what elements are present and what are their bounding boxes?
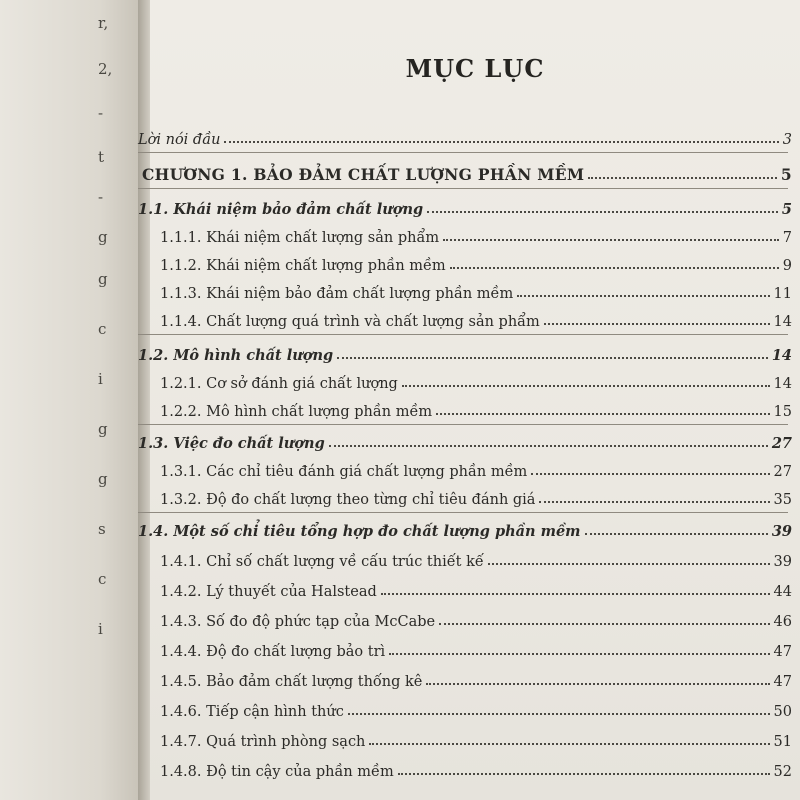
left-page-fragment: s <box>98 520 106 538</box>
toc-entry-1-4-2[interactable] <box>160 578 792 600</box>
dot-leader <box>337 357 768 359</box>
toc-entry-page: 50 <box>773 704 792 720</box>
toc-entry-1-4-7[interactable] <box>160 728 792 750</box>
page-title: MỤC LỤC <box>405 54 545 83</box>
toc-entry-label: 1.4. Một số chỉ tiêu tổng hợp đo chất lượng phần mềm <box>138 523 581 540</box>
toc-entry-label: 1.4.7. Quá trình phòng sạch <box>160 734 366 750</box>
toc-entry-page: 7 <box>782 230 792 246</box>
toc-entry-page: 5 <box>781 201 792 218</box>
toc-entry-page: 39 <box>771 523 792 540</box>
toc-entry-label: 1.2. Mô hình chất lượng <box>138 347 334 364</box>
toc-entry-page: 14 <box>773 314 792 330</box>
toc-entry-1-3[interactable] <box>138 430 792 452</box>
left-page-fragment: c <box>98 570 107 588</box>
dot-leader <box>588 177 777 179</box>
toc-entry-page: 47 <box>773 674 792 690</box>
toc-entry-label: 1.3. Việc đo chất lượng <box>138 435 325 452</box>
toc-entry-label: 1.4.4. Độ đo chất lượng bảo trì <box>160 644 386 660</box>
dot-leader <box>443 239 779 241</box>
left-page-fragment: g <box>98 270 108 288</box>
left-page-fragment: c <box>98 320 107 338</box>
toc-entry-page: 44 <box>773 584 792 600</box>
dot-leader <box>369 743 769 745</box>
toc-entry-label: 1.1.1. Khái niệm chất lượng sản phẩm <box>160 230 440 246</box>
left-page-fragment: i <box>98 620 103 638</box>
toc-entry-1-3-1[interactable] <box>160 458 792 480</box>
dot-leader <box>329 445 768 447</box>
toc-entry-1-4-5[interactable] <box>160 668 792 690</box>
left-page-fragment: g <box>98 470 108 488</box>
toc-entry-label: 1.4.2. Lý thuyết của Halstead <box>160 584 377 600</box>
toc-entry-chapter-1[interactable] <box>142 162 792 184</box>
section-divider <box>138 152 788 153</box>
left-page-fragment: - <box>98 104 104 122</box>
left-page-fragment: g <box>98 420 108 438</box>
dot-leader <box>348 713 770 715</box>
left-page-fragment: t <box>98 148 105 166</box>
toc-entry-page: 14 <box>771 347 792 364</box>
toc-entry-page: 15 <box>773 404 792 420</box>
dot-leader <box>426 683 769 685</box>
toc-entry-1-2-2[interactable] <box>160 398 792 420</box>
dot-leader <box>439 623 769 625</box>
dot-leader <box>539 501 769 503</box>
left-page-fragment: g <box>98 228 108 246</box>
toc-entry-1-4-4[interactable] <box>160 638 792 660</box>
toc-entry-label: 1.4.5. Bảo đảm chất lượng thống kê <box>160 674 423 690</box>
dot-leader <box>544 323 770 325</box>
toc-entry-page: 27 <box>771 435 792 452</box>
toc-entry-1-4-3[interactable] <box>160 608 792 630</box>
left-page-fragment: - <box>98 188 104 206</box>
toc-entry-label: CHƯƠNG 1. BẢO ĐẢM CHẤT LƯỢNG PHẦN MỀM <box>142 165 585 184</box>
toc-entry-label: 1.4.3. Số đo độ phức tạp của McCabe <box>160 614 436 630</box>
toc-entry-1-1-3[interactable] <box>160 280 792 302</box>
section-divider <box>138 424 788 425</box>
dot-leader <box>450 267 779 269</box>
section-divider <box>138 512 788 513</box>
toc-entry-1-4-1[interactable] <box>160 548 792 570</box>
toc-entry-1-2[interactable] <box>138 342 792 364</box>
toc-entry-1-1-4[interactable] <box>160 308 792 330</box>
dot-leader <box>585 533 768 535</box>
toc-entry-label: 1.4.6. Tiếp cận hình thức <box>160 704 344 720</box>
left-page <box>0 0 142 800</box>
toc-entry-page: 51 <box>773 734 792 750</box>
dot-leader <box>427 211 778 213</box>
toc-entry-page: 5 <box>780 165 792 184</box>
toc-entry-1-4-8[interactable] <box>160 758 792 780</box>
left-page-fragment: r, <box>98 14 109 32</box>
toc-entry-page: 52 <box>773 764 792 780</box>
dot-leader <box>398 773 770 775</box>
dot-leader <box>224 141 778 143</box>
toc-entry-label: 1.2.1. Cơ sở đánh giá chất lượng <box>160 376 398 392</box>
dot-leader <box>389 653 769 655</box>
toc-entry-label: 1.3.1. Các chỉ tiêu đánh giá chất lượng phần mềm <box>160 464 528 480</box>
toc-entry-label: 1.1.3. Khái niệm bảo đảm chất lượng phần mềm <box>160 286 514 302</box>
toc-entry-1-2-1[interactable] <box>160 370 792 392</box>
toc-entry-label: 1.1. Khái niệm bảo đảm chất lượng <box>138 201 424 218</box>
toc-entry-label: 1.1.4. Chất lượng quá trình và chất lượng sản phẩm <box>160 314 540 330</box>
toc-entry-page: 35 <box>773 492 792 508</box>
dot-leader <box>381 593 770 595</box>
toc-entry-1-4-6[interactable] <box>160 698 792 720</box>
toc-entry-page: 27 <box>773 464 792 480</box>
left-page-fragment: i <box>98 370 103 388</box>
toc-page <box>138 0 800 800</box>
dot-leader <box>402 385 770 387</box>
toc-entry-page: 3 <box>782 132 792 148</box>
toc-entry-label: Lời nói đầu <box>138 132 221 148</box>
toc-entry-page: 14 <box>773 376 792 392</box>
toc-entry-page: 47 <box>773 644 792 660</box>
left-page-fragment: 2, <box>98 60 113 78</box>
dot-leader <box>436 413 769 415</box>
toc-entry-page: 46 <box>773 614 792 630</box>
section-divider <box>138 188 788 189</box>
toc-entry-1-1[interactable] <box>138 196 792 218</box>
toc-entry-1-1-1[interactable] <box>160 224 792 246</box>
toc-entry-1-3-2[interactable] <box>160 486 792 508</box>
toc-entry-page: 9 <box>782 258 792 274</box>
toc-entry-1-4[interactable] <box>138 518 792 540</box>
dot-leader <box>517 295 769 297</box>
toc-entry-page: 39 <box>773 554 792 570</box>
toc-entry-page: 11 <box>773 286 792 302</box>
toc-entry-preface[interactable] <box>138 126 792 148</box>
dot-leader <box>531 473 769 475</box>
toc-entry-label: 1.2.2. Mô hình chất lượng phần mềm <box>160 404 433 420</box>
toc-entry-label: 1.4.1. Chỉ số chất lượng về cấu trúc thiết kế <box>160 554 484 570</box>
dot-leader <box>488 563 770 565</box>
toc-entry-label: 1.1.2. Khái niệm chất lượng phần mềm <box>160 258 446 274</box>
section-divider <box>138 334 788 335</box>
toc-entry-label: 1.3.2. Độ đo chất lượng theo từng chỉ tiêu đánh giá <box>160 492 536 508</box>
toc-entry-1-1-2[interactable] <box>160 252 792 274</box>
toc-entry-label: 1.4.8. Độ tin cậy của phần mềm <box>160 764 394 780</box>
